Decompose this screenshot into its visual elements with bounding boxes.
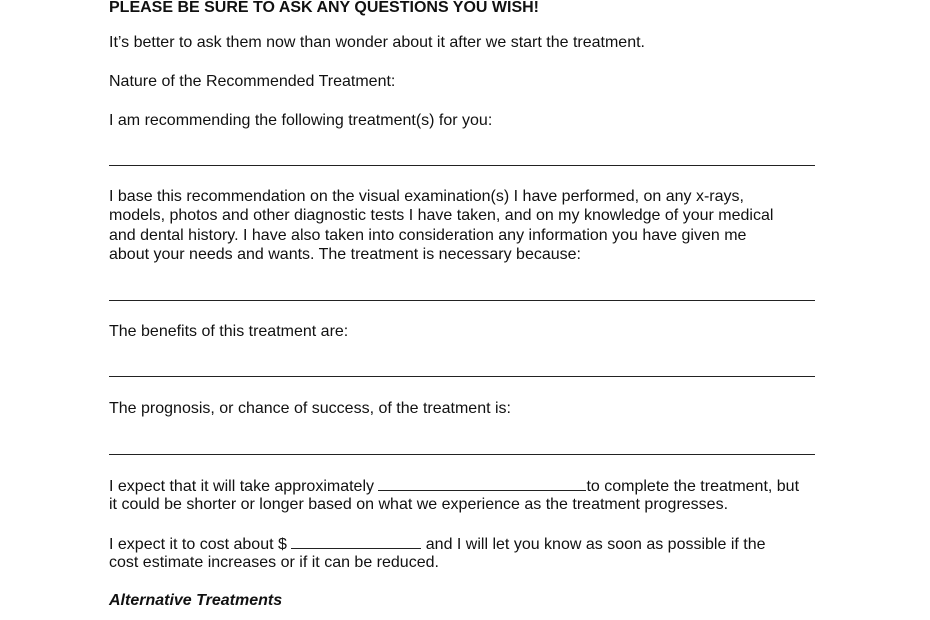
basis-text-line: models, photos and other diagnostic tests I have taken, and on my knowledge of your medical <box>109 207 774 224</box>
duration-blank[interactable] <box>378 476 586 491</box>
prognosis-label: The prognosis, or chance of success, of the treatment is: <box>109 400 511 417</box>
cost-blank[interactable] <box>291 534 421 549</box>
duration-line <box>109 476 799 496</box>
recommend-label: I am recommending the following treatment(s) for you: <box>109 112 493 129</box>
cost-line <box>109 534 766 554</box>
basis-text-line: and dental history. I have also taken into consideration any information you have given me <box>109 227 747 244</box>
cost-before: I expect it to cost about $ <box>109 536 292 553</box>
treatment-field-line[interactable] <box>109 165 815 166</box>
alternatives-heading: Alternative Treatments <box>109 592 283 609</box>
basis-text-line: I base this recommendation on the visual examination(s) I have performed, on any x-rays, <box>109 188 744 205</box>
prognosis-field-line[interactable] <box>109 454 815 455</box>
nature-label: Nature of the Recommended Treatment: <box>109 73 396 90</box>
cost-after: and I will let you know as soon as possible if the <box>421 536 766 553</box>
duration-before: I expect that it will take approximately <box>109 478 379 495</box>
benefits-field-line[interactable] <box>109 376 815 377</box>
duration-line-2: it could be shorter or longer based on what we experience as the treatment progresses. <box>109 496 729 513</box>
benefits-label: The benefits of this treatment are: <box>109 323 349 340</box>
cost-line-2: cost estimate increases or if it can be reduced. <box>109 554 439 571</box>
necessity-field-line[interactable] <box>109 300 815 301</box>
section-heading: PLEASE BE SURE TO ASK ANY QUESTIONS YOU WISH! <box>109 0 539 16</box>
duration-after: to complete the treatment, but <box>586 478 800 495</box>
basis-text-line: about your needs and wants. The treatment is necessary because: <box>109 246 581 263</box>
intro-text: It’s better to ask them now than wonder about it after we start the treatment. <box>109 34 645 51</box>
